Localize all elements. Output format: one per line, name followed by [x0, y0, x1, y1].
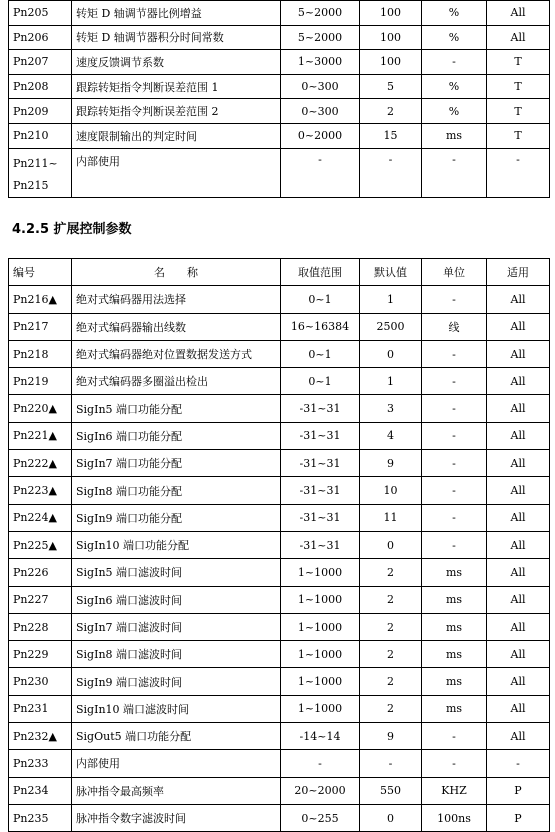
param-range-cell: 0~1 [281, 368, 360, 395]
param-unit-cell: ms [422, 613, 487, 640]
param-name-cell: 内部使用 [72, 148, 281, 197]
param-applies-cell: All [487, 340, 550, 367]
param-code-cell: Pn235 [9, 804, 72, 831]
param-default-cell: 2 [360, 695, 422, 722]
param-code-cell: Pn228 [9, 613, 72, 640]
table-row [9, 340, 550, 367]
param-default-cell: 10 [360, 477, 422, 504]
section-title: 4.2.5 扩展控制参数 [12, 222, 132, 237]
param-code-line2: Pn215 [13, 178, 49, 192]
param-code-cell: Pn224▲ [9, 504, 72, 531]
param-code-cell [9, 148, 72, 197]
param-name-cell: SigIn7 端口功能分配 [72, 450, 281, 477]
param-applies-cell: All [487, 559, 550, 586]
table-row [9, 99, 550, 124]
param-range-cell: 1~1000 [281, 586, 360, 613]
param-range-cell: - [281, 750, 360, 777]
table-row [9, 777, 550, 804]
param-unit-cell: - [422, 723, 487, 750]
param-default-cell: 2 [360, 641, 422, 668]
table-row [9, 723, 550, 750]
param-range-cell: -31~31 [281, 450, 360, 477]
param-range-cell: 5~2000 [281, 1, 360, 26]
param-unit-cell: ms [422, 559, 487, 586]
param-applies-cell: T [487, 50, 550, 75]
param-applies-cell: All [487, 613, 550, 640]
param-name-cell: 跟踪转矩指令判断误差范围 2 [72, 99, 281, 124]
parameter-table-extended [8, 258, 550, 832]
param-default-cell: 5 [360, 74, 422, 99]
table-row [9, 477, 550, 504]
param-applies-cell: T [487, 74, 550, 99]
param-range-cell: -31~31 [281, 504, 360, 531]
table-row [9, 641, 550, 668]
param-applies-cell: All [487, 450, 550, 477]
table-row [9, 74, 550, 99]
param-applies-cell: All [487, 531, 550, 558]
param-applies-cell: All [487, 723, 550, 750]
param-code-cell: Pn208 [9, 74, 72, 99]
param-range-cell: 1~3000 [281, 50, 360, 75]
table-row [9, 123, 550, 148]
param-range-cell: - [281, 148, 360, 197]
param-code-cell: Pn210 [9, 123, 72, 148]
param-unit-cell: - [422, 50, 487, 75]
param-code-cell: Pn205 [9, 1, 72, 26]
header-name: 名 称 [72, 259, 281, 286]
param-unit-cell: - [422, 750, 487, 777]
param-default-cell: 2 [360, 99, 422, 124]
param-applies-cell: - [487, 750, 550, 777]
param-default-cell: 100 [360, 50, 422, 75]
param-default-cell: 9 [360, 450, 422, 477]
table-row [9, 750, 550, 777]
param-applies-cell: P [487, 777, 550, 804]
param-applies-cell: T [487, 123, 550, 148]
param-code-cell: Pn231 [9, 695, 72, 722]
param-name-cell: SigIn8 端口滤波时间 [72, 641, 281, 668]
param-applies-cell: All [487, 286, 550, 313]
table-row [9, 559, 550, 586]
param-range-cell: 1~1000 [281, 559, 360, 586]
param-code-cell: Pn232▲ [9, 723, 72, 750]
param-name-cell: 脉冲指令最高频率 [72, 777, 281, 804]
param-unit-cell: % [422, 1, 487, 26]
param-name-cell: 转矩 D 轴调节器积分时间常数 [72, 25, 281, 50]
param-code-cell: Pn221▲ [9, 422, 72, 449]
param-name-cell: SigIn7 端口滤波时间 [72, 613, 281, 640]
table-row [9, 148, 550, 197]
param-applies-cell: All [487, 422, 550, 449]
param-range-cell: 1~1000 [281, 641, 360, 668]
param-code-cell: Pn206 [9, 25, 72, 50]
param-applies-cell: All [487, 695, 550, 722]
param-default-cell: 2500 [360, 313, 422, 340]
param-unit-cell: - [422, 450, 487, 477]
table-row [9, 313, 550, 340]
param-range-cell: 0~255 [281, 804, 360, 831]
parameter-table-extended-body [9, 259, 550, 832]
param-code-line1: Pn211~ [13, 156, 58, 170]
param-name-cell: 跟踪转矩指令判断误差范围 1 [72, 74, 281, 99]
param-code-cell: Pn223▲ [9, 477, 72, 504]
param-code-cell: Pn217 [9, 313, 72, 340]
param-range-cell: -31~31 [281, 422, 360, 449]
param-name-cell: 绝对式编码器用法选择 [72, 286, 281, 313]
param-default-cell: 2 [360, 668, 422, 695]
param-default-cell: 2 [360, 559, 422, 586]
param-code-cell: Pn233 [9, 750, 72, 777]
header-default: 默认值 [360, 259, 422, 286]
table-row [9, 804, 550, 831]
table-header-row [9, 259, 550, 286]
param-default-cell: 0 [360, 340, 422, 367]
param-default-cell: 100 [360, 25, 422, 50]
parameter-table-top [8, 0, 550, 198]
param-code-cell: Pn229 [9, 641, 72, 668]
param-name-cell: 速度限制输出的判定时间 [72, 123, 281, 148]
param-applies-cell: All [487, 25, 550, 50]
param-default-cell: 1 [360, 368, 422, 395]
param-unit-cell: - [422, 531, 487, 558]
param-unit-cell: - [422, 286, 487, 313]
table-row [9, 586, 550, 613]
param-code-cell: Pn227 [9, 586, 72, 613]
param-code-cell: Pn234 [9, 777, 72, 804]
header-range: 取值范围 [281, 259, 360, 286]
parameter-table-top-body [9, 1, 550, 198]
param-default-cell: 100 [360, 1, 422, 26]
table-row [9, 395, 550, 422]
param-code-cell: Pn218 [9, 340, 72, 367]
param-code-cell: Pn230 [9, 668, 72, 695]
param-name-cell: 速度反馈调节系数 [72, 50, 281, 75]
param-applies-cell: All [487, 1, 550, 26]
param-range-cell: 0~300 [281, 74, 360, 99]
param-applies-cell: All [487, 668, 550, 695]
param-range-cell: 1~1000 [281, 695, 360, 722]
table-row [9, 368, 550, 395]
param-default-cell: 9 [360, 723, 422, 750]
param-code-cell: Pn226 [9, 559, 72, 586]
param-name-cell: SigIn8 端口功能分配 [72, 477, 281, 504]
table-row [9, 50, 550, 75]
param-range-cell: 1~1000 [281, 668, 360, 695]
param-applies-cell: All [487, 641, 550, 668]
param-code-cell: Pn222▲ [9, 450, 72, 477]
param-code-cell: Pn220▲ [9, 395, 72, 422]
param-default-cell: 2 [360, 586, 422, 613]
param-name-cell: SigIn6 端口滤波时间 [72, 586, 281, 613]
param-unit-cell: 线 [422, 313, 487, 340]
param-name-cell: SigIn9 端口滤波时间 [72, 668, 281, 695]
param-unit-cell: ms [422, 586, 487, 613]
param-code-cell: Pn216▲ [9, 286, 72, 313]
table-row [9, 286, 550, 313]
table-row [9, 668, 550, 695]
table-row [9, 695, 550, 722]
param-unit-cell: - [422, 504, 487, 531]
param-code-cell: Pn209 [9, 99, 72, 124]
param-range-cell: 0~1 [281, 340, 360, 367]
param-name-cell: SigIn5 端口滤波时间 [72, 559, 281, 586]
param-name-cell: SigIn6 端口功能分配 [72, 422, 281, 449]
param-unit-cell: ms [422, 123, 487, 148]
param-applies-cell: P [487, 804, 550, 831]
param-unit-cell: KHZ [422, 777, 487, 804]
table-row [9, 422, 550, 449]
param-name-cell: SigIn10 端口滤波时间 [72, 695, 281, 722]
param-name-cell: SigIn5 端口功能分配 [72, 395, 281, 422]
param-unit-cell: % [422, 74, 487, 99]
param-code-cell: Pn225▲ [9, 531, 72, 558]
header-code: 编号 [9, 259, 72, 286]
param-applies-cell: All [487, 368, 550, 395]
param-default-cell: 15 [360, 123, 422, 148]
table-row [9, 1, 550, 26]
param-range-cell: 0~300 [281, 99, 360, 124]
param-default-cell: - [360, 750, 422, 777]
param-applies-cell: All [487, 586, 550, 613]
param-range-cell: -31~31 [281, 531, 360, 558]
header-applies: 适用 [487, 259, 550, 286]
param-default-cell: 0 [360, 804, 422, 831]
param-applies-cell: All [487, 395, 550, 422]
param-name-cell: 绝对式编码器绝对位置数据发送方式 [72, 340, 281, 367]
param-unit-cell: - [422, 340, 487, 367]
param-default-cell: 11 [360, 504, 422, 531]
table-row [9, 25, 550, 50]
param-unit-cell: ms [422, 695, 487, 722]
param-range-cell: -14~14 [281, 723, 360, 750]
param-unit-cell: % [422, 99, 487, 124]
param-unit-cell: ms [422, 641, 487, 668]
header-unit: 单位 [422, 259, 487, 286]
param-name-cell: 脉冲指令数字滤波时间 [72, 804, 281, 831]
param-default-cell: 4 [360, 422, 422, 449]
param-name-cell: 绝对式编码器输出线数 [72, 313, 281, 340]
param-name-cell: 转矩 D 轴调节器比例增益 [72, 1, 281, 26]
param-applies-cell: - [487, 148, 550, 197]
table-row [9, 504, 550, 531]
param-code-cell: Pn219 [9, 368, 72, 395]
param-default-cell: 1 [360, 286, 422, 313]
param-name-cell: SigIn10 端口功能分配 [72, 531, 281, 558]
param-default-cell: 3 [360, 395, 422, 422]
param-unit-cell: - [422, 148, 487, 197]
param-default-cell: 0 [360, 531, 422, 558]
param-name-cell: SigOut5 端口功能分配 [72, 723, 281, 750]
table-row [9, 450, 550, 477]
param-range-cell: 1~1000 [281, 613, 360, 640]
param-applies-cell: All [487, 504, 550, 531]
param-unit-cell: - [422, 422, 487, 449]
param-unit-cell: - [422, 368, 487, 395]
table-row [9, 613, 550, 640]
param-applies-cell: All [487, 313, 550, 340]
param-range-cell: -31~31 [281, 395, 360, 422]
param-range-cell: 5~2000 [281, 25, 360, 50]
param-range-cell: -31~31 [281, 477, 360, 504]
param-range-cell: 0~2000 [281, 123, 360, 148]
table-row [9, 531, 550, 558]
param-unit-cell: % [422, 25, 487, 50]
param-default-cell: - [360, 148, 422, 197]
param-default-cell: 2 [360, 613, 422, 640]
param-name-cell: SigIn9 端口功能分配 [72, 504, 281, 531]
param-unit-cell: 100ns [422, 804, 487, 831]
param-default-cell: 550 [360, 777, 422, 804]
param-unit-cell: - [422, 477, 487, 504]
param-range-cell: 16~16384 [281, 313, 360, 340]
param-unit-cell: ms [422, 668, 487, 695]
param-code-cell: Pn207 [9, 50, 72, 75]
param-range-cell: 0~1 [281, 286, 360, 313]
param-applies-cell: All [487, 477, 550, 504]
param-unit-cell: - [422, 395, 487, 422]
param-name-cell: 内部使用 [72, 750, 281, 777]
param-range-cell: 20~2000 [281, 777, 360, 804]
param-name-cell: 绝对式编码器多圈溢出检出 [72, 368, 281, 395]
param-applies-cell: T [487, 99, 550, 124]
